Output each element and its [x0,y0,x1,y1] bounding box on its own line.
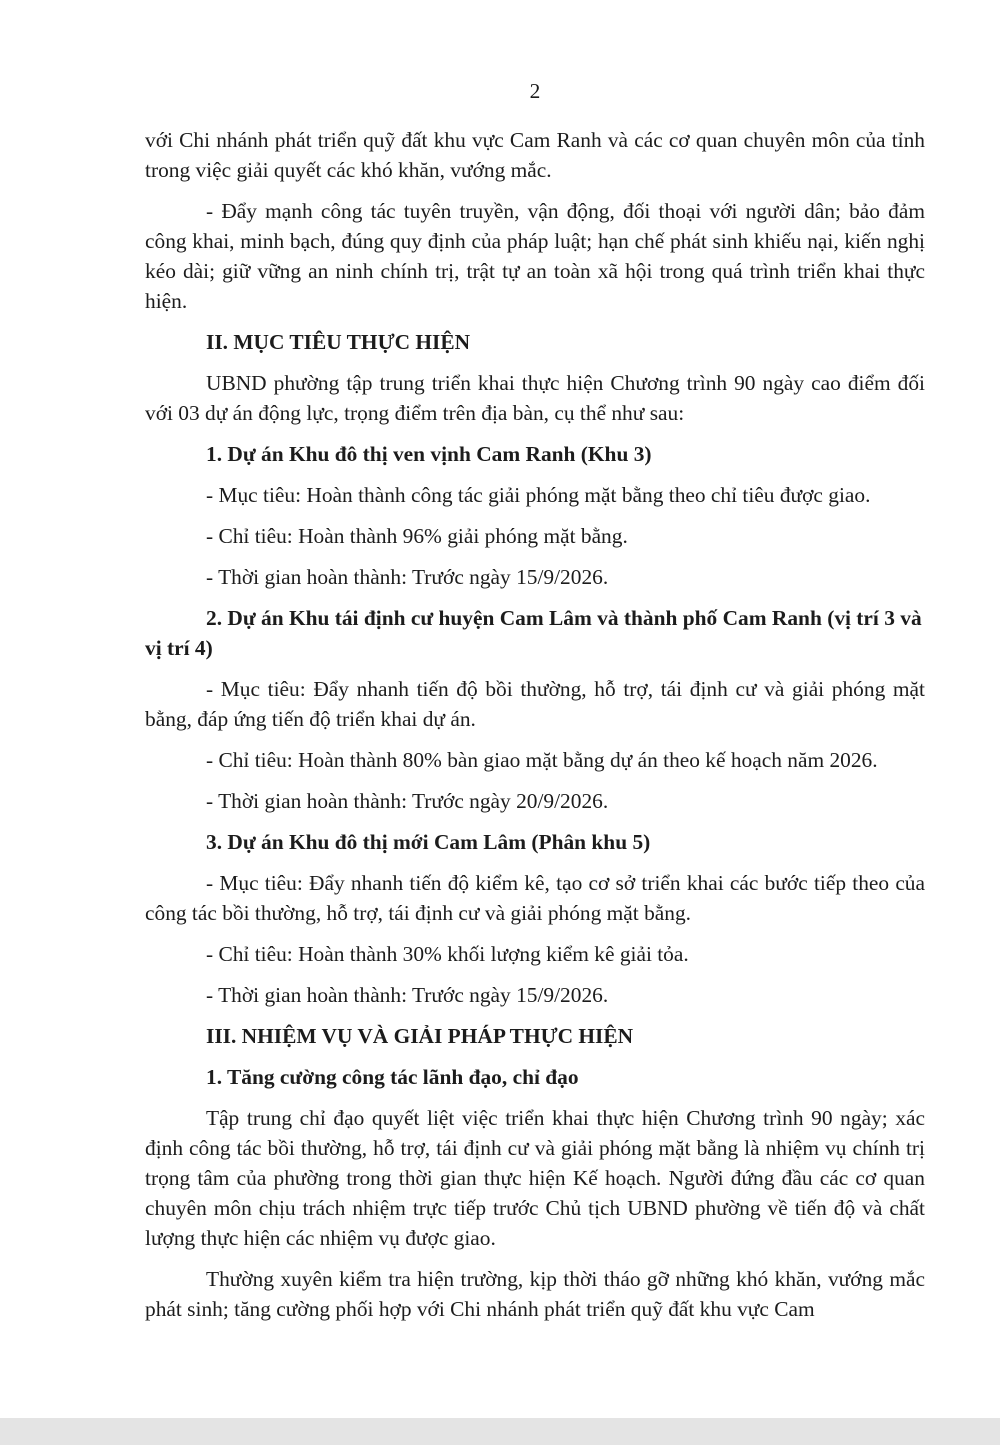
viewer-background-strip [0,1418,1000,1445]
paragraph-objectives-intro: UBND phường tập trung triển khai thực hiện Chương trình 90 ngày cao điểm đối với 03 dự án động lực, trọng điểm trên địa bàn, cụ thể như sau: [145,371,925,425]
document-body [145,76,925,1335]
paragraph-inspection: Thường xuyên kiểm tra hiện trường, kịp thời tháo gỡ những khó khăn, vướng mắc phát sinh; tăng cường phối hợp với Chi nhánh phát triển quỹ đất khu vực Cam [145,1267,925,1321]
project-1-deadline: - Thời gian hoàn thành: Trước ngày 15/9/2026. [206,565,609,589]
project-2-deadline: - Thời gian hoàn thành: Trước ngày 20/9/2026. [206,789,609,813]
project-2-goal: - Mục tiêu: Đẩy nhanh tiến độ bồi thường, hỗ trợ, tái định cư và giải phóng mặt bằng, đáp ứng tiến độ triển khai dự án. [145,677,925,731]
project-1-goal: - Mục tiêu: Hoàn thành công tác giải phóng mặt bằng theo chỉ tiêu được giao. [206,483,871,507]
paragraph-leadership: Tập trung chỉ đạo quyết liệt việc triển khai thực hiện Chương trình 90 ngày; xác định công tác bồi thường, hỗ trợ, tái định cư và giải phóng mặt bằng là nhiệm vụ chính trị trọng tâm của phường trong thời gian thực hiện Kế hoạch. Người đứng đầu các cơ quan chuyên môn chịu trách nhiệm trực tiếp trước Chủ tịch UBND phường về tiến độ và chất lượng thực hiện các nhiệm vụ được giao. [145,1106,925,1250]
project-2-target: - Chỉ tiêu: Hoàn thành 80% bàn giao mặt bằng dự án theo kế hoạch năm 2026. [206,748,878,772]
paragraph-continuation: với Chi nhánh phát triển quỹ đất khu vực Cam Ranh và các cơ quan chuyên môn của tỉnh trong việc giải quyết các khó khăn, vướng mắc. [145,128,925,182]
project-3-goal: - Mục tiêu: Đẩy nhanh tiến độ kiểm kê, tạo cơ sở triển khai các bước tiếp theo của công tác bồi thường, hỗ trợ, tái định cư và giải phóng mặt bằng. [145,871,925,925]
page-number: 2 [529,79,541,103]
project-heading-2: 2. Dự án Khu tái định cư huyện Cam Lâm và thành phố Cam Ranh (vị trí 3 và vị trí 4) [145,606,922,660]
project-3-deadline: - Thời gian hoàn thành: Trước ngày 15/9/2026. [206,983,609,1007]
project-heading-3: 3. Dự án Khu đô thị mới Cam Lâm (Phân khu 5) [206,830,651,854]
project-3-target: - Chỉ tiêu: Hoàn thành 30% khối lượng kiểm kê giải tỏa. [206,942,689,966]
project-1-target: - Chỉ tiêu: Hoàn thành 96% giải phóng mặt bằng. [206,524,628,548]
section-heading-tasks: III. NHIỆM VỤ VÀ GIẢI PHÁP THỰC HIỆN [206,1024,634,1048]
subsection-heading-leadership: 1. Tăng cường công tác lãnh đạo, chỉ đạo [206,1065,579,1089]
project-heading-1: 1. Dự án Khu đô thị ven vịnh Cam Ranh (Khu 3) [206,442,652,466]
section-heading-objectives: II. MỤC TIÊU THỰC HIỆN [206,330,471,354]
paragraph-propaganda: - Đẩy mạnh công tác tuyên truyền, vận động, đối thoại với người dân; bảo đảm công khai, minh bạch, đúng quy định của pháp luật; hạn chế phát sinh khiếu nại, kiến nghị kéo dài; giữ vững an ninh chính trị, trật tự an toàn xã hội trong quá trình triển khai thực hiện. [145,199,925,313]
